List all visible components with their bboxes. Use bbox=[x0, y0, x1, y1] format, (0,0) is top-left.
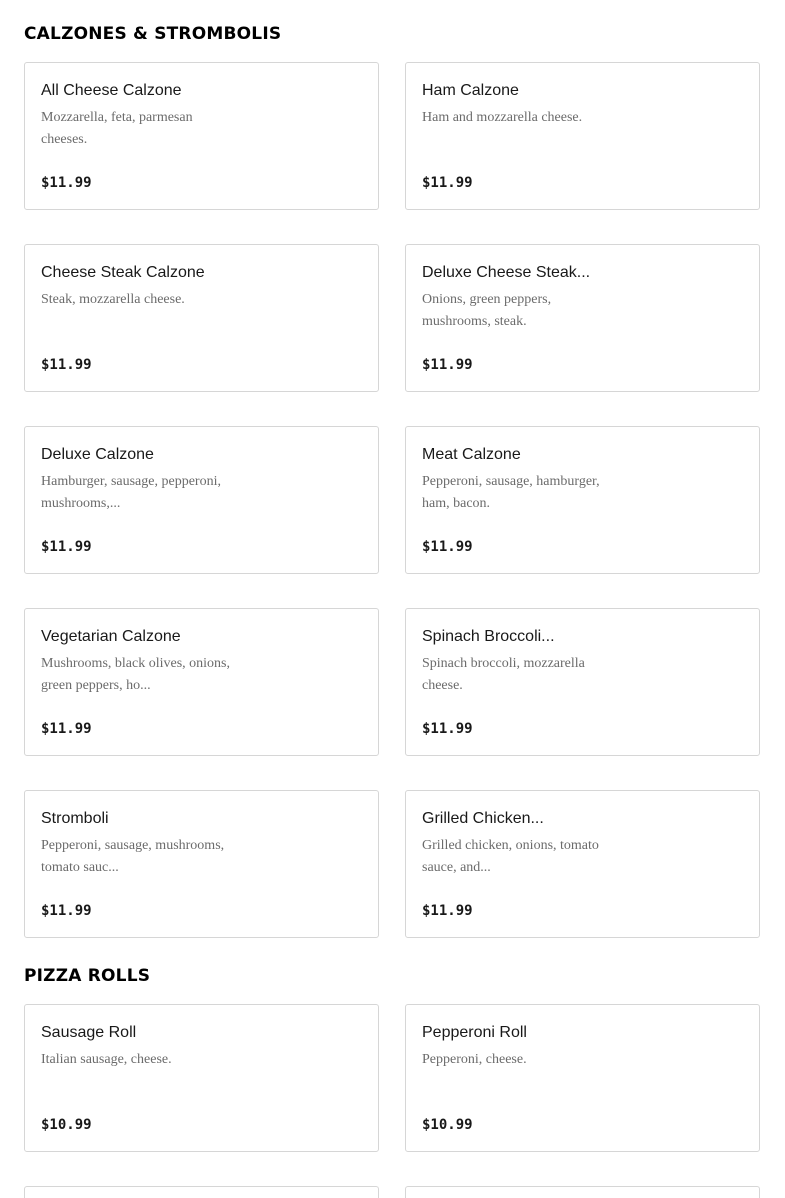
section-title-calzones: CALZONES & STROMBOLIS bbox=[24, 24, 282, 44]
menu-item-name: Cheese Steak Calzone bbox=[41, 264, 205, 281]
menu-item-name: Spinach Broccoli... bbox=[422, 628, 555, 645]
menu-item-name: Ham Calzone bbox=[422, 82, 519, 99]
menu-item-price: $10.99 bbox=[422, 1117, 473, 1133]
menu-item-name: Deluxe Calzone bbox=[41, 446, 154, 463]
menu-item-price: $11.99 bbox=[422, 357, 473, 373]
menu-item-description: Ham and mozzarella cheese. bbox=[422, 110, 583, 125]
menu-item-description: Grilled chicken, onions, tomato sauce, and... bbox=[422, 838, 599, 875]
menu-item-price: $11.99 bbox=[422, 175, 473, 191]
menu-item-price: $11.99 bbox=[41, 721, 92, 737]
menu-item-name: Meat Calzone bbox=[422, 446, 521, 463]
menu-item-description: Pepperoni, sausage, mushrooms, tomato sauc... bbox=[41, 838, 225, 875]
menu-item-price: $11.99 bbox=[422, 721, 473, 737]
menu-item-description: Hamburger, sausage, pepperoni, mushrooms,... bbox=[41, 474, 221, 511]
menu-item-description: Pepperoni, cheese. bbox=[422, 1052, 527, 1067]
menu-item-name: Deluxe Cheese Steak... bbox=[422, 264, 591, 281]
menu-item-card[interactable] bbox=[24, 244, 379, 392]
menu-item-card[interactable] bbox=[24, 608, 379, 756]
menu-item-price: $11.99 bbox=[41, 175, 92, 191]
section-title-pizza-rolls: PIZZA ROLLS bbox=[24, 966, 151, 986]
menu-item-card[interactable] bbox=[405, 790, 760, 938]
menu-item-name: Grilled Chicken... bbox=[422, 810, 544, 827]
menu-item-description: Mozzarella, feta, parmesan cheeses. bbox=[41, 110, 193, 147]
menu-item-name: Sausage Roll bbox=[41, 1024, 137, 1041]
menu-item-price: $10.99 bbox=[41, 1117, 92, 1133]
menu-item-card[interactable] bbox=[405, 62, 760, 210]
menu-item-description: Pepperoni, sausage, hamburger, ham, bacon. bbox=[422, 474, 600, 511]
menu-item-name: Vegetarian Calzone bbox=[41, 628, 181, 645]
menu-item-card[interactable] bbox=[24, 62, 379, 210]
menu-item-name: Pepperoni Roll bbox=[422, 1024, 527, 1041]
menu-item-card-partial[interactable] bbox=[24, 1186, 379, 1198]
menu-item-price: $11.99 bbox=[41, 903, 92, 919]
menu-item-name: Stromboli bbox=[41, 810, 109, 827]
menu-item-price: $11.99 bbox=[41, 357, 92, 373]
menu-item-price: $11.99 bbox=[422, 903, 473, 919]
menu-item-description: Mushrooms, black olives, onions, green peppers, ho... bbox=[41, 656, 230, 693]
menu-item-card[interactable] bbox=[405, 1004, 760, 1152]
menu-item-card[interactable] bbox=[405, 244, 760, 392]
menu-item-card[interactable] bbox=[24, 426, 379, 574]
menu-item-price: $11.99 bbox=[41, 539, 92, 555]
menu-item-card-partial[interactable] bbox=[405, 1186, 760, 1198]
menu-item-card[interactable] bbox=[24, 790, 379, 938]
menu-item-card[interactable] bbox=[405, 426, 760, 574]
menu-item-name: All Cheese Calzone bbox=[41, 82, 182, 99]
menu-item-card[interactable] bbox=[24, 1004, 379, 1152]
menu-item-price: $11.99 bbox=[422, 539, 473, 555]
menu-item-description: Onions, green peppers, mushrooms, steak. bbox=[422, 292, 552, 329]
menu-item-description: Italian sausage, cheese. bbox=[41, 1052, 172, 1067]
menu-item-description: Steak, mozzarella cheese. bbox=[41, 292, 185, 307]
menu-item-card[interactable] bbox=[405, 608, 760, 756]
menu-item-description: Spinach broccoli, mozzarella cheese. bbox=[422, 656, 585, 693]
